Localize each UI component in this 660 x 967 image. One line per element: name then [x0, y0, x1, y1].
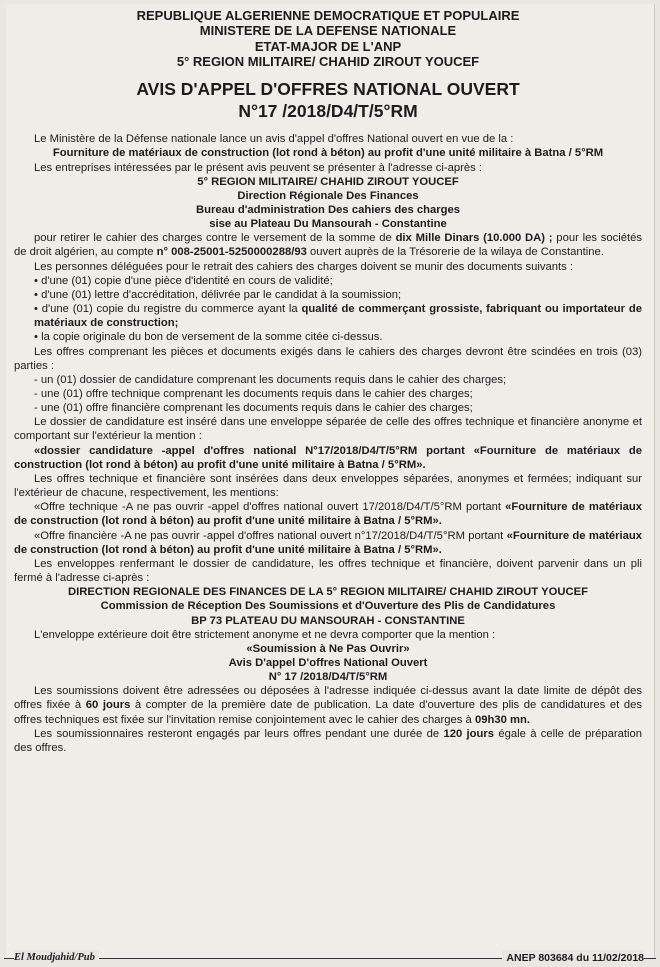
text-run: à compter de la première date de publication. La date d'ouverture des plis de candidatures et des offres techniques est fixée sur l'invitation remise conjointement avec le cahier des charges à [14, 699, 642, 726]
text-run: ouvert auprès de la Trésorerie de la wilaya de Constantine. [306, 246, 604, 259]
delivery-address: DIRECTION REGIONALE DES FINANCES DE LA 5° REGION MILITAIRE/ CHAHID ZIROUT YOUCEF [68, 586, 588, 599]
candidature-paragraph: Le dossier de candidature est inséré dans une enveloppe séparée de celle des offres technique et financière anonyme et comportant sur l'extérieur la mention : [14, 416, 642, 443]
text-run: Les soumissionnaires resteront engagés par leurs offres pendant une durée de [34, 727, 444, 740]
text-run: égale à celle de préparation des offres. [14, 727, 642, 754]
address-line: sise au Plateau Du Mansourah - Constantine [209, 218, 447, 231]
text-run: pour retirer le cahier des charges contre le versement de la somme de [34, 232, 396, 245]
address-line: Direction Régionale Des Finances [237, 189, 419, 202]
intro-paragraph: Le Ministère de la Défense nationale lance un avis d'appel d'offres National ouvert en vue de la : [34, 133, 514, 146]
list-item [14, 302, 642, 330]
documents-intro: Les personnes déléguées pour le retrait des cahiers des charges doivent se munir des documents suivants : [34, 260, 574, 273]
address-intro: Les entreprises intéressées par le présent avis peuvent se présenter à l'adresse ci-après : [34, 161, 483, 174]
payment-paragraph [14, 231, 642, 259]
object-text: «Fourniture de matériaux de construction (lot rond à béton) au profit d'une unité militaire à Batna / 5°RM». [14, 529, 642, 556]
text-run: Les soumissions doivent être adressées ou déposées à l'adresse indiquée ci-dessus avant la date limite de dépôt des offres fixée à [14, 685, 642, 712]
tender-object: Fourniture de matériaux de construction (lot rond à béton) au profit d'une unité militaire à Batna / 5°RM [52, 147, 604, 160]
validity-paragraph [14, 727, 642, 755]
text-run: • d'une (01) copie du registre du commerce ayant la [34, 303, 302, 316]
list-item: - une (01) offre technique comprenant les documents requis dans le cahier des charges; [34, 388, 473, 400]
offers-paragraph: Les offres comprenant les pièces et documents exigés dans le cahiers des charges devront être scindées en trois (03) parties : [14, 345, 642, 372]
delivery-paragraph: Les enveloppes renfermant le dossier de candidature, les offres technique et financière, doivent parvenir dans un pli fermé à l'adresse ci-après : [14, 557, 642, 585]
address-line: Bureau d'administration Des cahiers des charges [195, 203, 461, 216]
candidature-mention: «dossier candidature -appel d'offres national N°17/2018/D4/T/5°RM portant «Fourniture de matériaux de construction (lot rond à béton) au profit d'une unité militaire à Batna / 5°RM». [14, 444, 642, 471]
notice-title [14, 78, 642, 122]
envelope-mention: «Soumission à Ne Pas Ouvrir» [246, 642, 410, 655]
deadline-days: 60 jours [85, 699, 131, 712]
notice-body [14, 132, 642, 755]
deadline-paragraph [14, 684, 642, 726]
title-reference: N°17 /2018/D4/T/5°RM [238, 101, 418, 122]
envelope-mention: Avis D'appel D'offres National Ouvert [228, 656, 428, 669]
delivery-address: Commission de Réception Des Soumissions et d'Ouverture des Plis de Candidatures [100, 600, 556, 613]
list-item: • la copie originale du bon de versement de la somme citée ci-dessus. [34, 331, 383, 344]
header-line-ministry: MINISTERE DE LA DEFENSE NATIONALE [199, 23, 457, 39]
object-text: «Fourniture de matériaux de construction (lot rond à béton) au profit d'une unité militaire à Batna / 5°RM». [14, 501, 642, 528]
text-run: «Offre technique -A ne pas ouvrir -appel d'offres national ouvert 17/2018/D4/T/5°RM portant [34, 501, 506, 514]
header-line-staff: ETAT-MAJOR DE L'ANP [254, 38, 402, 54]
outer-envelope-paragraph: L'enveloppe extérieure doit être strictement anonyme et ne devra comporter que la mention : [34, 628, 496, 641]
list-item: • d'une (01) copie d'une pièce d'identité en cours de validité; [34, 274, 333, 287]
footer-source: El Moudjahid/Pub [14, 950, 99, 966]
title-line: AVIS D'APPEL D'OFFRES NATIONAL OUVERT [136, 79, 520, 100]
envelope-mention: N° 17 /2018/D4/T/5°RM [268, 671, 388, 684]
validity-days: 120 jours [443, 727, 495, 740]
technical-offer-mention [14, 500, 642, 528]
notice-header [14, 8, 642, 69]
opening-time: 09h30 mn. [474, 713, 530, 726]
address-line: 5° REGION MILITAIRE/ CHAHID ZIROUT YOUCEF [197, 175, 459, 188]
tender-notice [14, 8, 642, 755]
footer-reference: ANEP 803684 du 11/02/2018 [502, 950, 644, 966]
envelopes-paragraph: Les offres technique et financière sont insérées dans deux enveloppes séparées, anonymes et fermées; indiquant sur l'extérieur de chacune, respectivement, les mentions: [14, 472, 642, 500]
amount-text: dix Mille Dinars (10.000 DA) ; [395, 232, 553, 245]
page-footer [0, 950, 660, 966]
header-line-republic: REPUBLIQUE ALGERIENNE DEMOCRATIQUE ET POPULAIRE [136, 8, 520, 23]
text-run: «Offre financière -A ne pas ouvrir -appel d'offres national ouvert n°17/2018/D4/T/5°RM portant [34, 529, 507, 542]
qualification-text: qualité de commerçant grossiste, fabriquant ou importateur de matériaux de construction; [34, 303, 642, 330]
list-item: • d'une (01) lettre d'accréditation, délivrée par le candidat à la soumission; [34, 288, 402, 301]
list-item: - un (01) dossier de candidature comprenant les documents requis dans le cahier des charges; [34, 373, 507, 386]
account-number: n° 008-25001-5250000288/93 [156, 246, 307, 259]
header-line-region: 5° REGION MILITAIRE/ CHAHID ZIROUT YOUCEF [176, 53, 480, 69]
delivery-address: BP 73 PLATEAU DU MANSOURAH - CONSTANTINE [191, 614, 465, 627]
list-item: - une (01) offre financière comprenant les documents requis dans le cahier des charges; [34, 402, 473, 415]
financial-offer-mention [14, 529, 642, 557]
text-run: pour les sociétés de droit algérien, au compte [14, 232, 642, 259]
